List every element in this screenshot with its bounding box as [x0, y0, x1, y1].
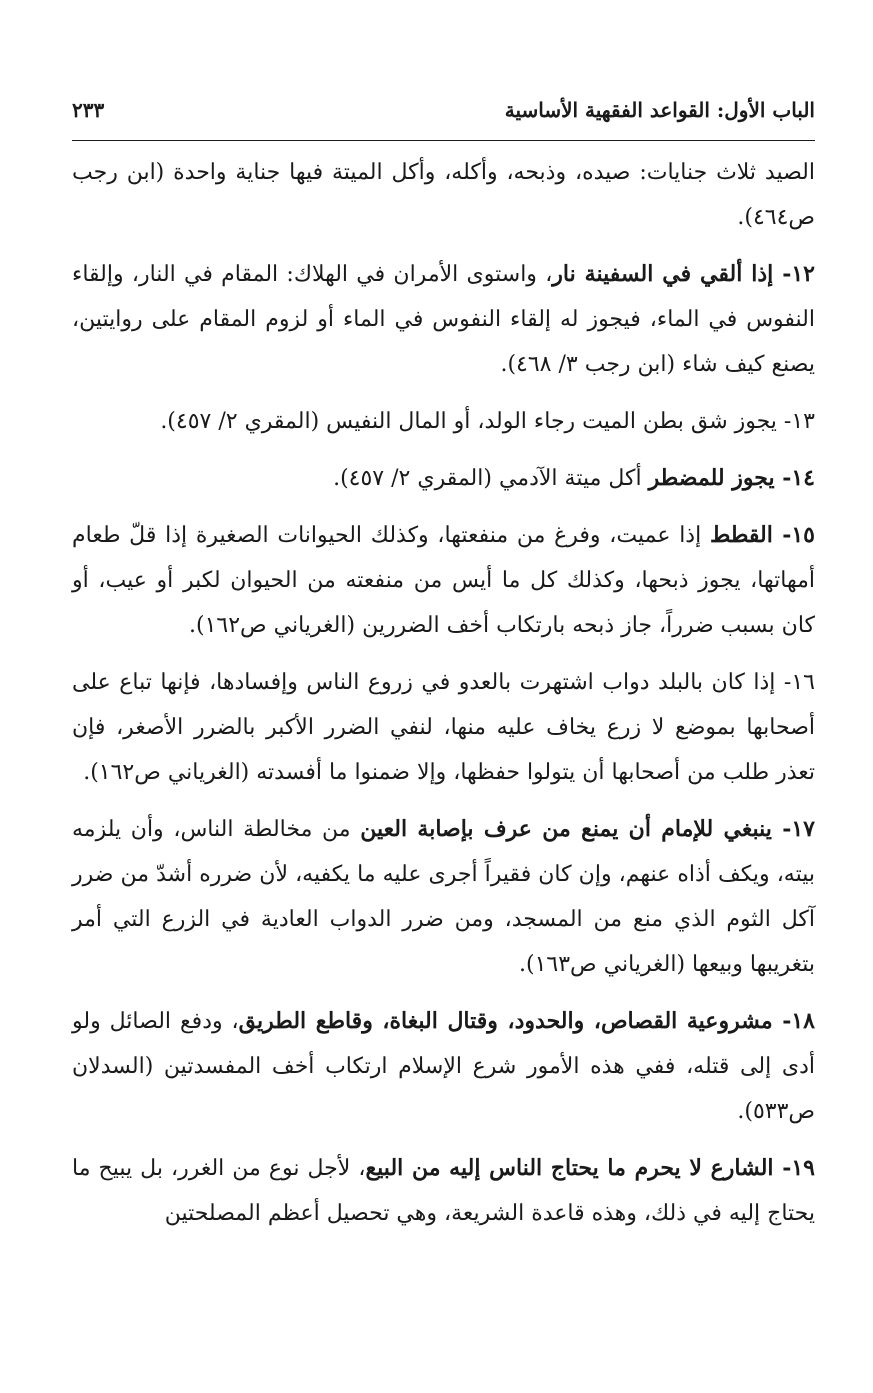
running-header: [72, 92, 815, 132]
bold-lead-text: ١٢- إذا ألقي في السفينة نار: [552, 261, 815, 287]
paragraph: [72, 1146, 815, 1236]
header-divider: [72, 140, 815, 141]
paragraph: [72, 999, 815, 1134]
paragraph-text: ١٦- إذا كان بالبلد دواب اشتهرت بالعدو في زروع الناس وإفسادها، فإنها تباع على أصحابها بموضع لا زرع يخاف عليه منها، لنفي الضرر الأكبر بالضرر الأصغر، فإن تعذر طلب من أصحابها أن يتولوا حفظها، وإلا ضمنوا ما أفسدته (الغرياني ص١٦٢).: [72, 670, 815, 785]
paragraph-text: من مخالطة الناس، وأن يلزمه بيته، ويكف أذاه عنهم، وإن كان فقيراً أجرى عليه ما يكفيه، لأن ضرره أشدّ من ضرر آكل الثوم الذي منع من المسجد، ومن ضرر الدواب العادية في الزرع التي أمر بتغريبها وبيعها (الغرياني ص١٦٣).: [72, 817, 815, 977]
paragraph-text: أكل ميتة الآدمي (المقري ٢/ ٤٥٧).: [333, 466, 649, 491]
bold-lead-text: ١٨- مشروعية القصاص، والحدود، وقتال البغاة، وقاطع الطريق: [238, 1008, 815, 1034]
paragraph-text: الصيد ثلاث جنايات: صيده، وذبحه، وأكله، وأكل الميتة فيها جناية واحدة (ابن رجب ص٤٦٤).: [72, 160, 815, 230]
bold-lead-text: ١٤- يجوز للمضطر: [648, 465, 815, 491]
page-body: [72, 150, 815, 1248]
bold-lead-text: ١٩- الشارع لا يحرم ما يحتاج الناس إليه من البيع: [365, 1155, 815, 1181]
paragraph-text: ، واستوى الأمران في الهلاك: المقام في النار، وإلقاء النفوس في الماء، فيجوز له إلقاء النفوس في الماء أو لزوم المقام على روايتين، يصنع كيف شاء (ابن رجب ٣/ ٤٦٨).: [72, 262, 815, 377]
paragraph-text: إذا عميت، وفرغ من منفعتها، وكذلك الحيوانات الصغيرة إذا قلّ طعام أمهاتها، يجوز ذبحها، وكذلك كل ما أيس من منفعته من الحيوان لكبر أو عيب، أو كان بسبب ضرراً، جاز ذبحه بارتكاب أخف الضررين (الغرياني ص١٦٢).: [72, 523, 815, 638]
page-number: ٢٣٣: [72, 98, 105, 122]
paragraph-text: ، ودفع الصائل ولو أدى إلى قتله، ففي هذه الأمور شرع الإسلام ارتكاب أخف المفسدتين (السدلان ص٥٣٣).: [72, 1009, 815, 1124]
paragraph: [72, 660, 815, 795]
bold-lead-text: ١٥- القطط: [709, 522, 815, 548]
paragraph-text: ، لأجل نوع من الغرر، بل يبيح ما يحتاج إليه في ذلك، وهذه قاعدة الشريعة، وهي تحصيل أعظم المصلحتين: [72, 1156, 815, 1226]
paragraph: [72, 807, 815, 987]
paragraph: [72, 513, 815, 648]
bold-lead-text: ١٧- ينبغي للإمام أن يمنع من عرف بإصابة العين: [360, 816, 815, 842]
paragraph: [72, 150, 815, 240]
paragraph-text: ١٣- يجوز شق بطن الميت رجاء الولد، أو المال النفيس (المقري ٢/ ٤٥٧).: [160, 409, 815, 434]
paragraph: [72, 252, 815, 387]
chapter-title: الباب الأول: القواعد الفقهية الأساسية: [504, 98, 815, 122]
paragraph: [72, 399, 815, 444]
paragraph: [72, 456, 815, 501]
